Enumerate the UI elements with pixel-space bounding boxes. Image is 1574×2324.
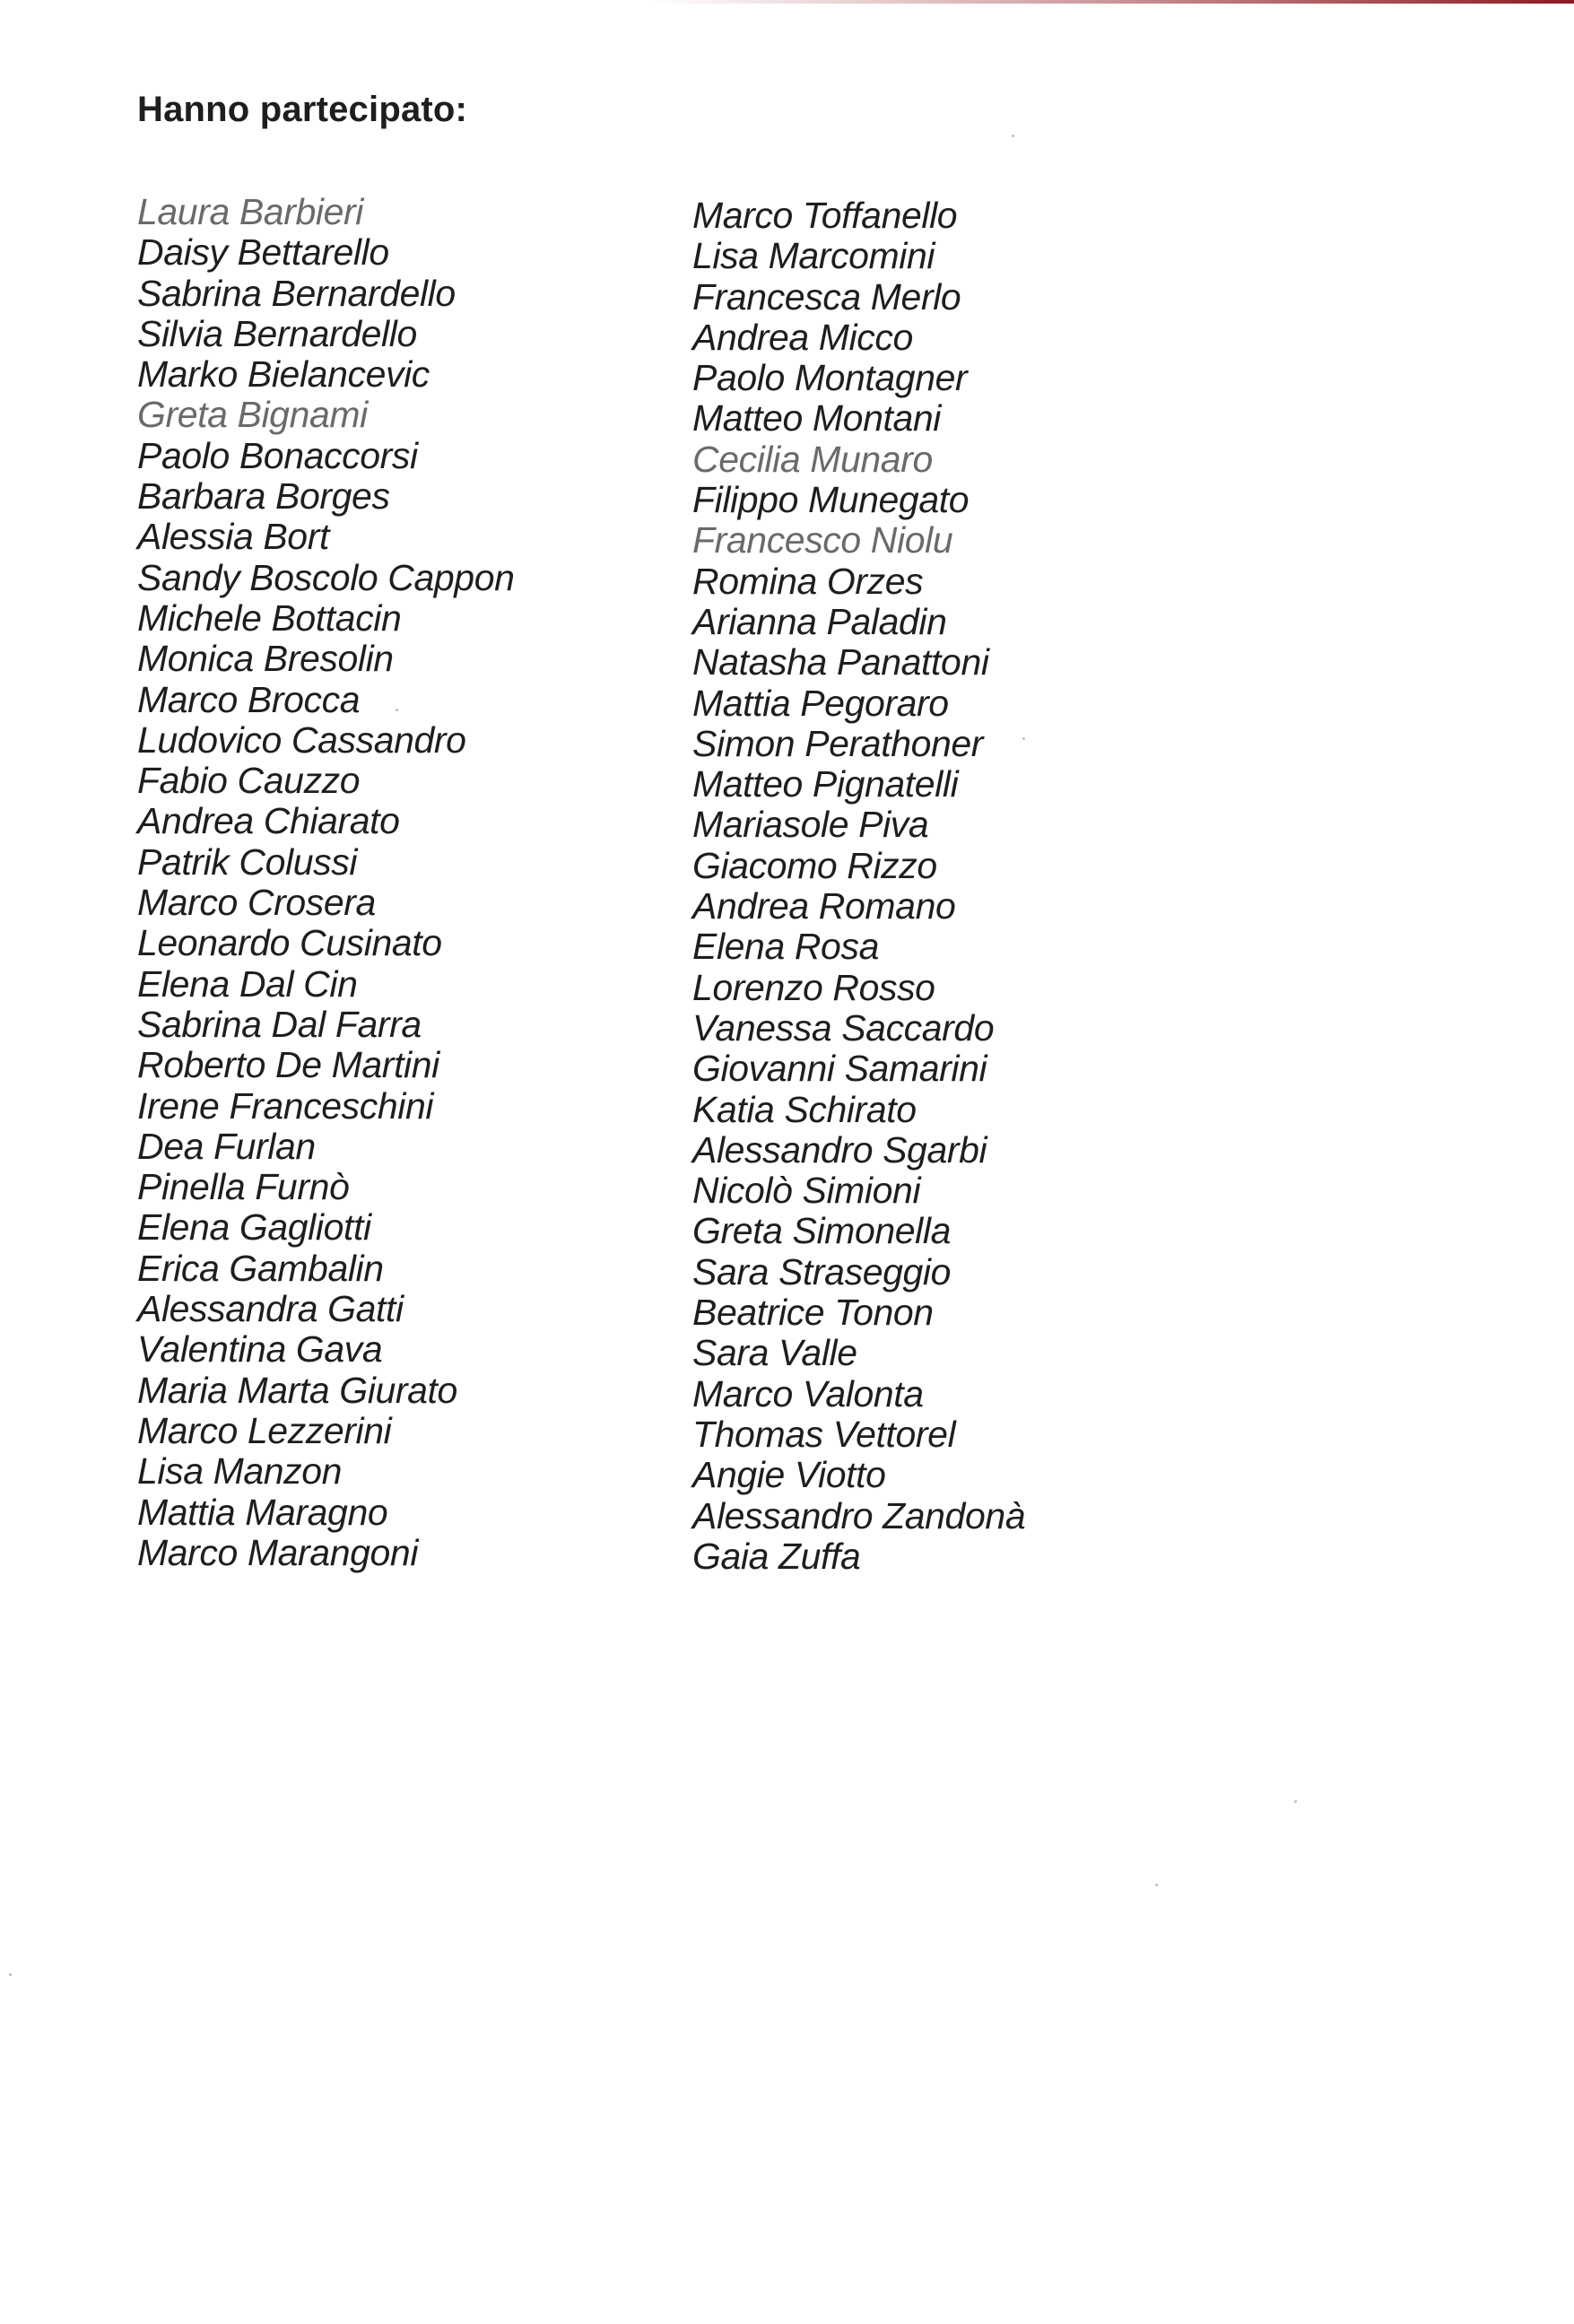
participant-name: Matteo Pignatelli xyxy=(692,763,959,805)
participant-name: Alessandro Zandonà xyxy=(692,1494,1026,1536)
participant-name: Marco Lezzerini xyxy=(137,1409,392,1451)
participant-name: Roberto De Martini xyxy=(137,1044,439,1086)
names-column-left xyxy=(137,192,515,1573)
participant-name: Marco Crosera xyxy=(137,882,376,924)
participant-name: Francesco Niolu xyxy=(692,519,953,561)
participant-name: Laura Barbieri xyxy=(137,191,363,232)
participant-name: Cecilia Munaro xyxy=(692,438,933,480)
participant-name: Andrea Chiarato xyxy=(137,800,400,842)
participant-name: Arianna Paladin xyxy=(692,600,947,642)
participant-name: Elena Rosa xyxy=(692,926,879,968)
paper-speck xyxy=(1294,1800,1297,1803)
participant-name: Thomas Vettorel xyxy=(692,1413,956,1455)
participant-name: Valentina Gava xyxy=(137,1328,383,1371)
participant-name: Gaia Zuffa xyxy=(692,1535,861,1577)
participant-name: Sara Straseggio xyxy=(692,1250,952,1293)
participant-name: Vanessa Saccardo xyxy=(692,1006,995,1049)
participant-name: Pinella Furnò xyxy=(137,1166,350,1208)
participant-name: Matteo Montani xyxy=(692,397,941,440)
participant-name: Marco Valonta xyxy=(692,1372,924,1414)
participant-name: Lisa Manzon xyxy=(137,1450,343,1493)
participant-name: Mariasole Piva xyxy=(692,804,929,846)
participant-name: Daisy Bettarello xyxy=(137,231,389,274)
participant-name: Alessia Bort xyxy=(137,516,329,558)
participant-name: Sabrina Bernardello xyxy=(137,272,456,314)
participant-name: Filippo Munegato xyxy=(692,479,970,521)
participant-name: Nicolò Simioni xyxy=(692,1170,921,1212)
participant-name: Patrik Colussi xyxy=(137,840,358,883)
participant-name: Elena Dal Cin xyxy=(137,962,358,1005)
participant-name: Lorenzo Rosso xyxy=(692,966,935,1008)
participant-name: Sandy Boscolo Cappon xyxy=(137,556,515,598)
page-heading: Hanno partecipato: xyxy=(137,90,468,129)
participant-name: Barbara Borges xyxy=(137,475,390,518)
participant-name: Erica Gambalin xyxy=(137,1247,384,1289)
participant-name: Michele Bottacin xyxy=(137,596,402,639)
paper-speck xyxy=(1155,1884,1158,1886)
participant-name: Alessandra Gatti xyxy=(137,1288,404,1330)
participant-name: Beatrice Tonon xyxy=(692,1292,934,1334)
participant-name: Marko Bielancevic xyxy=(137,353,430,396)
participant-name: Katia Schirato xyxy=(692,1088,917,1130)
participant-name: Giovanni Samarini xyxy=(692,1048,987,1090)
participant-name: Silvia Bernardello xyxy=(137,312,417,354)
participant-name: Elena Gagliotti xyxy=(137,1206,371,1249)
participant-name: Giacomo Rizzo xyxy=(692,844,937,886)
participant-name: Marco Toffanello xyxy=(692,195,958,236)
participant-name: Ludovico Cassandro xyxy=(137,718,466,761)
participant-name: Mattia Maragno xyxy=(137,1491,388,1533)
participant-name: Sara Valle xyxy=(692,1332,857,1374)
participant-name: Romina Orzes xyxy=(692,560,924,602)
participant-name: Greta Bignami xyxy=(137,394,368,436)
participant-name: Andrea Romano xyxy=(692,885,956,927)
participant-name: Andrea Micco xyxy=(692,316,913,358)
participant-name: Lisa Marcomini xyxy=(692,235,935,277)
participant-name: Marco Brocca xyxy=(137,678,361,720)
participant-name: Maria Marta Giurato xyxy=(137,1369,457,1411)
participant-name: Natasha Panattoni xyxy=(692,641,989,683)
participant-name: Paolo Bonaccorsi xyxy=(137,434,418,476)
paper-speck xyxy=(1012,135,1014,137)
participant-name: Francesca Merlo xyxy=(692,275,961,318)
paper-speck xyxy=(396,709,398,711)
participant-name: Paolo Montagner xyxy=(692,357,968,399)
participant-name: Marco Marangoni xyxy=(137,1531,419,1573)
names-column-right xyxy=(692,196,1025,1577)
participant-name: Alessandro Sgarbi xyxy=(692,1128,987,1171)
page-top-edge xyxy=(646,0,1574,4)
participant-name: Monica Bresolin xyxy=(137,638,394,680)
participant-name: Dea Furlan xyxy=(137,1125,316,1167)
participant-name: Greta Simonella xyxy=(692,1210,951,1252)
participant-name: Sabrina Dal Farra xyxy=(137,1003,422,1045)
participant-name: Irene Franceschini xyxy=(137,1084,434,1127)
participant-name: Angie Viotto xyxy=(692,1454,886,1496)
participant-name: Fabio Cauzzo xyxy=(137,760,361,802)
participant-name: Simon Perathoner xyxy=(692,722,984,764)
participant-name: Leonardo Cusinato xyxy=(137,922,442,964)
participant-name: Mattia Pegoraro xyxy=(692,682,949,724)
paper-speck xyxy=(9,1973,12,1976)
paper-speck xyxy=(1022,737,1025,740)
